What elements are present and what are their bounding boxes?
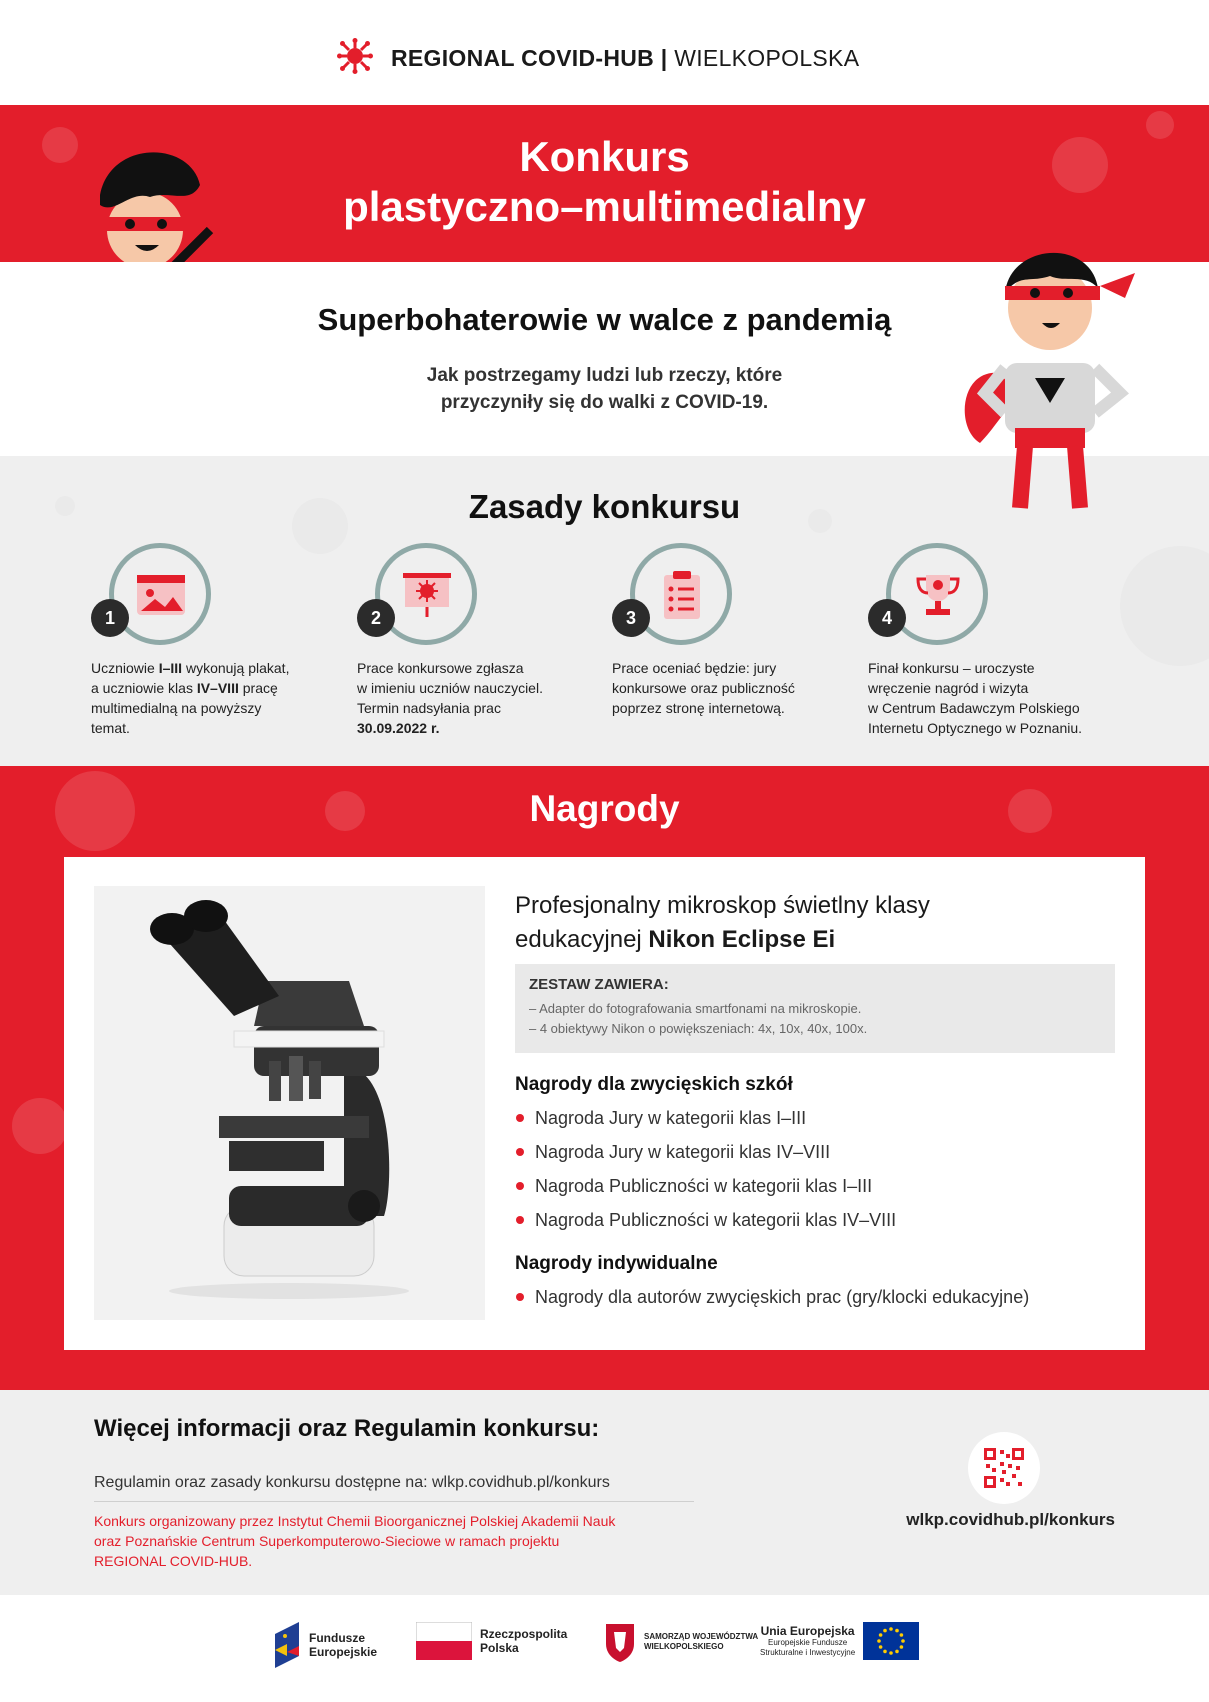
image-icon xyxy=(135,569,187,621)
prizes-title: Nagrody xyxy=(529,788,680,829)
polish-flag-icon xyxy=(416,1622,472,1660)
contest-lead: Jak postrzegamy ludzi lub rzeczy, które przyczyniły się do walki z COVID-19. xyxy=(426,365,783,413)
kit-box xyxy=(515,964,1115,1053)
step-number: 2 xyxy=(357,599,395,637)
individual-prizes-list xyxy=(515,1285,1115,1319)
individual-prizes-heading: Nagrody indywidualne xyxy=(515,1253,718,1274)
schools-prizes-list xyxy=(515,1106,1115,1242)
clipboard-checklist-icon xyxy=(656,569,708,621)
rule-step-1-text: Uczniowie I–III wykonują plakat, a uczniowie klas IV–VIII pracę multimedialną na powyższy temat. xyxy=(91,660,290,736)
logo-unia-europejska: Unia Europejska Europejskie Fundusze Strukturalne i Inwestycyjne xyxy=(760,1622,919,1660)
step-number: 1 xyxy=(91,599,129,637)
contest-subtitle: Superbohaterowie w walce z pandemią xyxy=(317,302,892,337)
step-number: 4 xyxy=(868,599,906,637)
organizer-note: Konkurs organizowany przez Instytut Chemii Bioorganicznej Polskiej Akademii Nauk oraz Poznańskie Centrum Superkomputerowo-Sieciowe w ramach projektu REGIONAL COVID-HUB. xyxy=(94,1513,616,1569)
fundusze-europejskie-logo-icon xyxy=(273,1622,301,1668)
header-bar xyxy=(0,0,1209,105)
qr-code[interactable] xyxy=(968,1432,1040,1504)
virus-logo-icon xyxy=(337,38,373,79)
prize-headline: Profesjonalny mikroskop świetlny klasy edukacyjnej Nikon Eclipse Ei xyxy=(515,892,930,953)
brand-name: REGIONAL COVID-HUB | WIELKOPOLSKA xyxy=(391,45,860,71)
kit-title: ZESTAW ZAWIERA: xyxy=(529,976,669,993)
logo-fundusze-europejskie: Fundusze Europejskie xyxy=(273,1622,377,1668)
rule-step-3-text: Prace oceniać będzie: jury konkursowe oraz publiczność poprzez stronę internetową. xyxy=(612,660,795,716)
rule-step-4-text: Finał konkursu – uroczyste wręczenie nagród i wizyta w Centrum Badawczym Polskiego Internetu Optycznego w Poznaniu. xyxy=(868,660,1083,736)
brand xyxy=(337,38,859,79)
microscope-photo xyxy=(94,886,485,1320)
rule-step-2-text: Prace konkursowe zgłasza w imieniu uczniów nauczyciel. Termin nadsyłania prac 30.09.2022 r. xyxy=(357,660,543,736)
list-item: Nagrody dla autorów zwycięskich prac (gry/klocki edukacyjne) xyxy=(515,1285,1115,1319)
step-number: 3 xyxy=(612,599,650,637)
list-item: Nagroda Jury w kategorii klas I–III xyxy=(515,1106,1115,1140)
microscope-icon xyxy=(94,886,485,1320)
logo-samorzad-wojewodztwa: SAMORZĄD WOJEWÓDZTWA WIELKOPOLSKIEGO xyxy=(604,1622,758,1662)
trophy-icon xyxy=(912,569,964,621)
hero-title: Konkurs plastyczno–multimedialny xyxy=(343,133,866,230)
list-item: Nagroda Publiczności w kategorii klas IV–VIII xyxy=(515,1208,1115,1242)
wielkopolska-coat-of-arms-icon xyxy=(604,1622,636,1662)
kit-item: – 4 obiektywy Nikon o powiększeniach: 4x, 10x, 40x, 100x. xyxy=(529,1021,868,1036)
schools-prizes-heading: Nagrody dla zwycięskich szkół xyxy=(515,1074,793,1095)
qr-code-icon xyxy=(984,1448,1024,1488)
logo-rzeczpospolita-polska: Rzeczpospolita Polska xyxy=(416,1622,567,1660)
rules-link-text[interactable]: Regulamin oraz zasady konkursu dostępne na: wlkp.covidhub.pl/konkurs xyxy=(94,1474,694,1502)
info-title: Więcej informacji oraz Regulamin konkursu: xyxy=(94,1415,600,1442)
rules-title: Zasady konkursu xyxy=(468,488,741,525)
list-item: Nagroda Jury w kategorii klas IV–VIII xyxy=(515,1140,1115,1174)
superhero-boy-illustration xyxy=(950,228,1150,518)
list-item: Nagroda Publiczności w kategorii klas I–III xyxy=(515,1174,1115,1208)
kit-item: – Adapter do fotografowania smartfonami na mikroskopie. xyxy=(529,1001,862,1016)
contest-url[interactable]: wlkp.covidhub.pl/konkurs xyxy=(906,1510,1115,1529)
presentation-virus-icon xyxy=(401,569,453,621)
eu-flag-icon xyxy=(863,1622,919,1660)
